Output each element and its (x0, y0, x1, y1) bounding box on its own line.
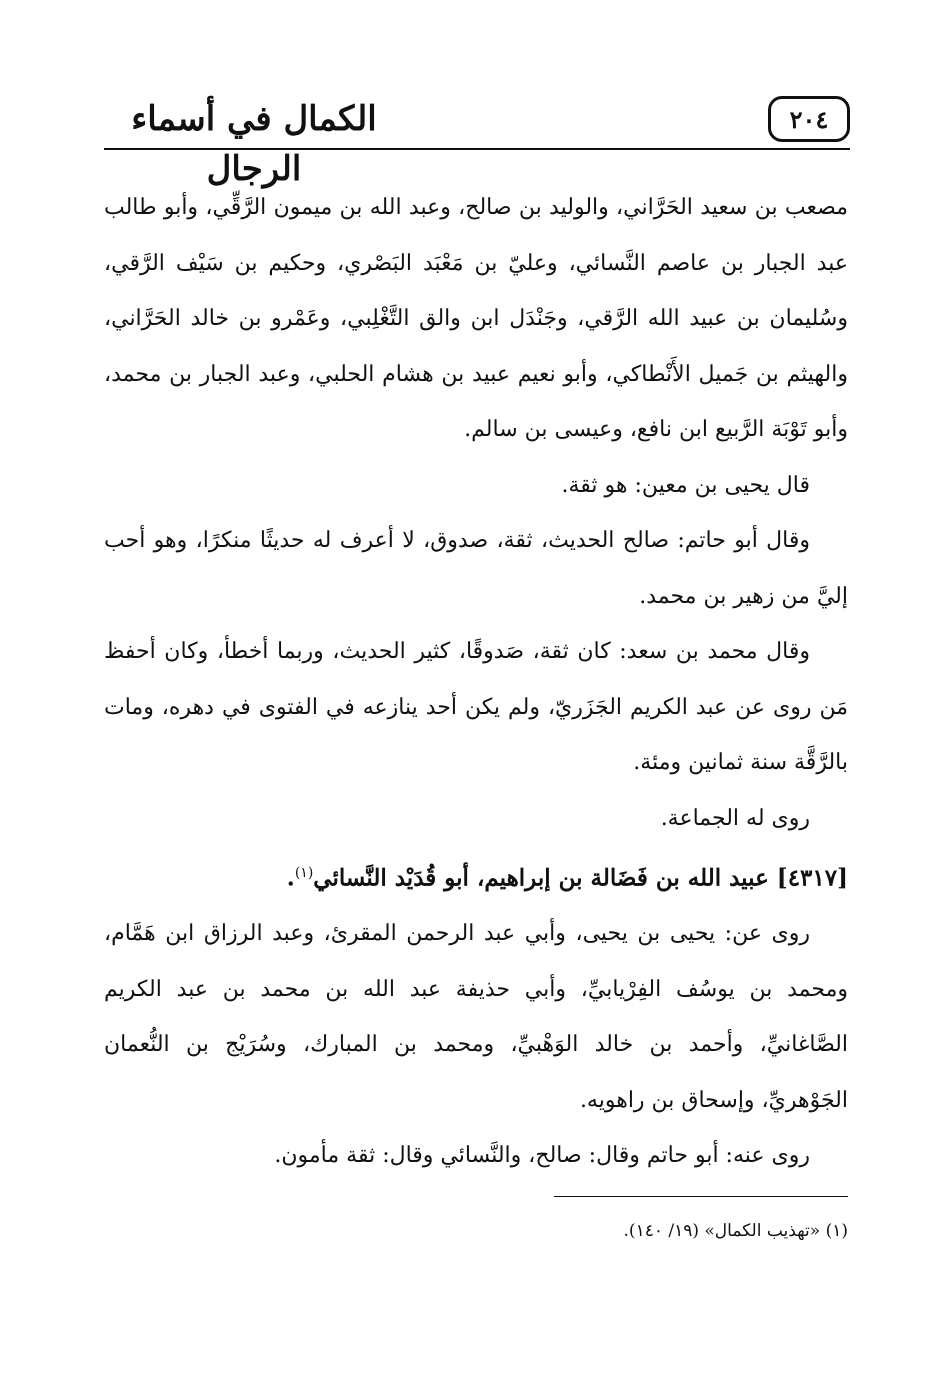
header-rule (104, 148, 850, 150)
footnote-marker: (١) (294, 865, 314, 881)
main-text (104, 180, 848, 1184)
paragraph: وقال محمد بن سعد: كان ثقة، صَدوقًا، كثير الحديث، وربما أخطأ، وكان أحفظ مَن روى عن عبد الكريم الجَزَريّ، ولم يكن أحد ينازعه في الفتوى في دهره، ومات بالرَّقَّة سنة ثمانين ومئة. (104, 639, 848, 775)
paragraph: روى له الجماعة. (660, 805, 810, 831)
page-number: ٢٠٤ (768, 96, 850, 142)
paragraph: روى عنه: أبو حاتم وقال: صالح، والنَّسائي وقال: ثقة مأمون. (274, 1143, 810, 1169)
footnote: (١) «تهذيب الكمال» (١٩/ ١٤٠). (623, 1221, 848, 1241)
paragraph: وقال أبو حاتم: صالح الحديث، ثقة، صدوق، لا أعرف له حديثًا منكرًا، وهو أحب إليَّ من زهير بن محمد. (104, 528, 848, 609)
paragraph: قال يحيى بن معين: هو ثقة. (561, 472, 810, 498)
paragraph: روى عن: يحيى بن يحيى، وأبي عبد الرحمن المقرئ، وعبد الرزاق ابن هَمَّام، ومحمد بن يوسُف الفِرْيابيِّ، وأبي حذيفة عبد الله بن محمد بن عبد الكريم الصَّاغانيِّ، وأحمد بن خالد الوَهْبيِّ، ومحمد بن المبارك، وسُرَيْج بن النُّعمان الجَوْهريِّ، وإسحاق بن راهويه. (104, 921, 848, 1113)
paragraph: مصعب بن سعيد الحَرَّاني، والوليد بن صالح، وعبد الله بن ميمون الرَّقِّي، وأبو طالب عبد الجبار بن عاصم النَّسائي، وعليّ بن مَعْبَد البَصْري، وحكيم بن سَيْف الرَّقي، وسُليمان بن عبيد الله الرَّقي، وجَنْدَل ابن والق التَّغْلِبي، وعَمْرو بن خالد الحَرَّاني، والهيثم بن جَميل الأَنْطاكي، وأبو نعيم عبيد بن هشام الحلبي، وعبد الجبار بن محمد، وأبو تَوْبَة الرَّبيع ابن نافع، وعيسى بن سالم. (104, 195, 848, 442)
footnote-rule (554, 1196, 848, 1197)
running-title: الكمال في أسماء الرجال (131, 99, 377, 189)
page-header (104, 90, 850, 189)
entry-heading (104, 846, 848, 906)
entry-heading-end: . (286, 864, 295, 892)
entry-heading-text: [٤٣١٧] عبيد الله بن فَضَالة بن إبراهيم، أبو قُدَيْد النَّسائي (313, 864, 848, 892)
